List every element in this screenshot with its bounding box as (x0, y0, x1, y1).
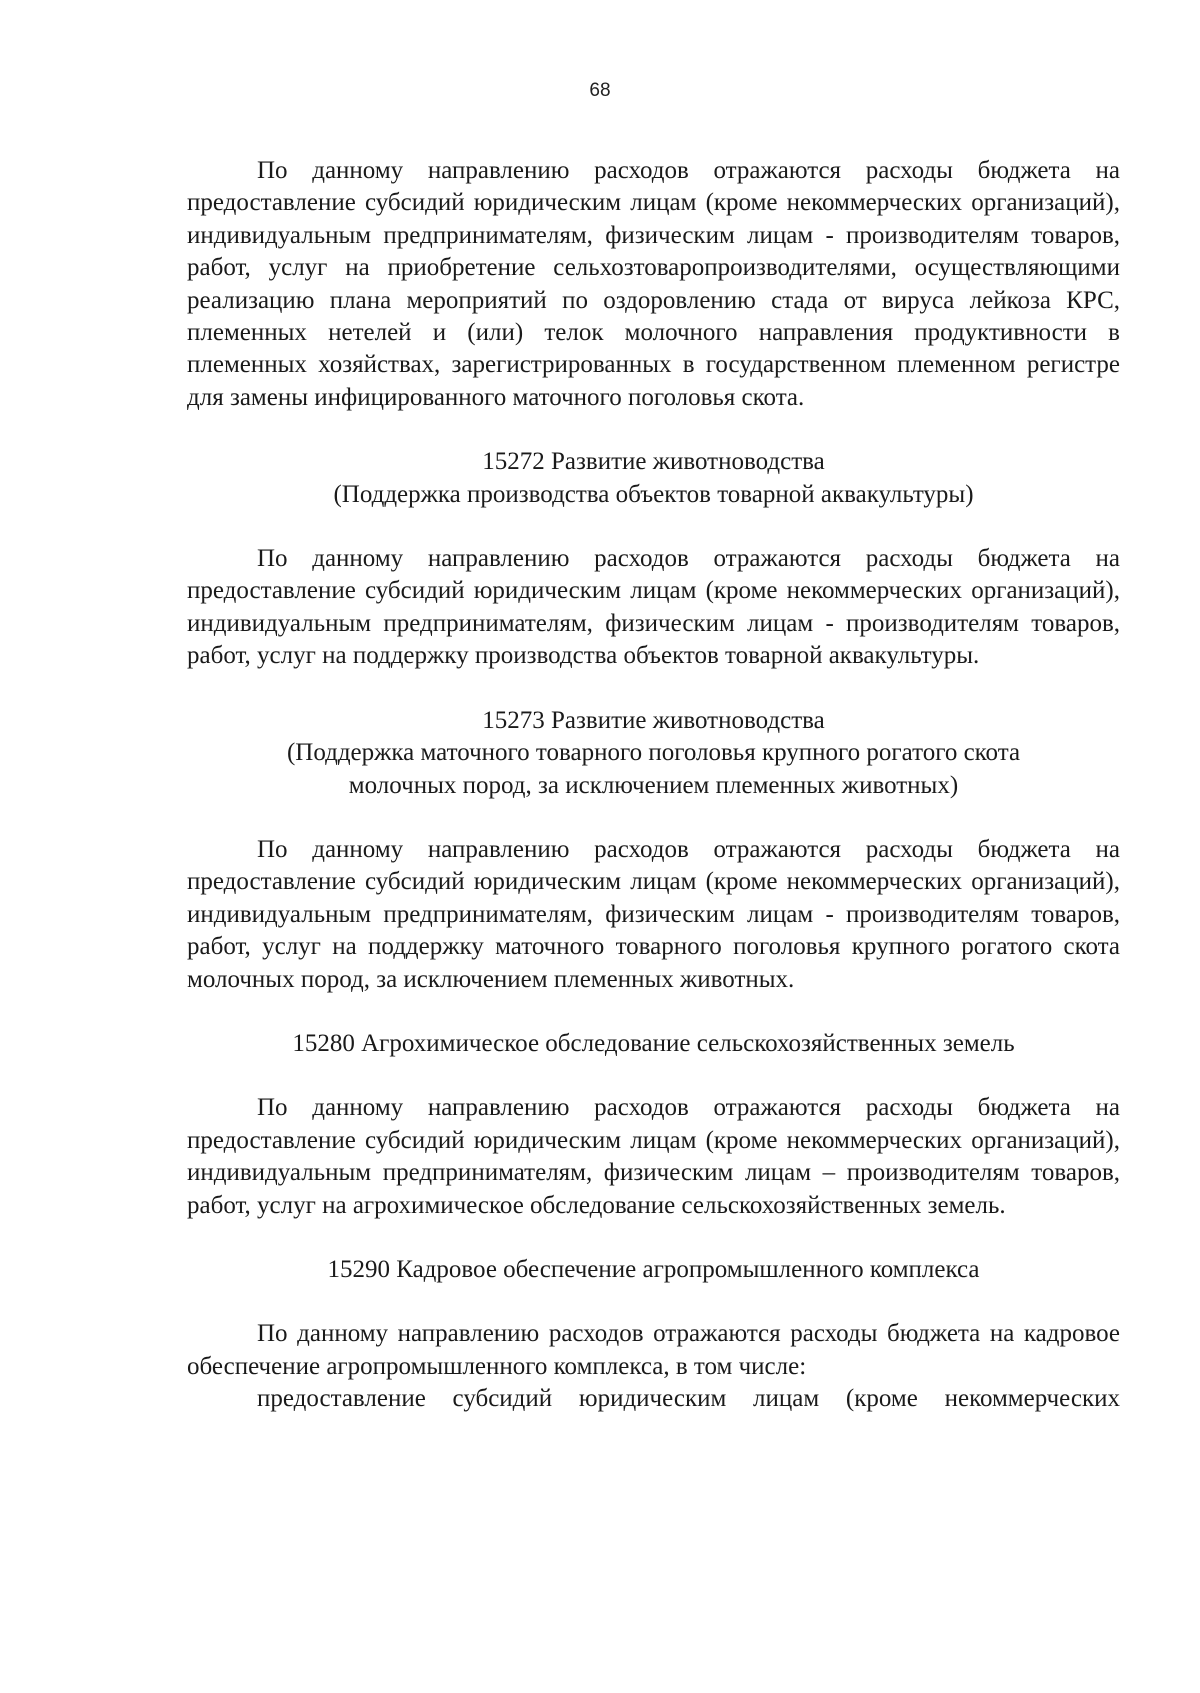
top-spacer (187, 0, 1120, 155)
page-number: 68 (589, 80, 611, 101)
heading-line: (Поддержка маточного товарного поголовья крупного рогатого скота (286, 739, 1021, 767)
paragraph-dairy-cattle: По данному направлению расходов отражаются расходы бюджета на предоставление субсидий юридическим лицам (кроме некоммерческих организаций), индивидуальным предпринимателям, физическим лицам - производителям товаров, работ, услуг на поддержку маточного товарного поголовья крупного рогатого скота молочных пород, за исключением племенных животных. (187, 835, 1120, 993)
heading-line: 15273 Развитие животноводства (482, 706, 825, 734)
paragraph-lejkoz-subsidies: По данному направлению расходов отражаются расходы бюджета на предоставление субсидий юридическим лицам (кроме некоммерческих организаций), индивидуальным предпринимателям, физическим лицам - производителям товаров, работ, услуг на приобретение сельхозтоваропроизводителями, осуществляющими реализацию плана мероприятий по оздоровлению стада от вируса лейкоза КРС, племенных нетелей и (или) телок молочного направления продуктивности в племенных хозяйствах, зарегистрированных в государственном племенном регистре для замены инфицированного маточного поголовья скота. (187, 157, 1120, 411)
heading-line: молочных пород, за исключением племенных животных) (348, 771, 959, 799)
paragraph-agrochemical: По данному направлению расходов отражаются расходы бюджета на предоставление субсидий юридическим лицам (кроме некоммерческих организаций), индивидуальным предпринимателям, физическим лицам – производителям товаров, работ, услуг на агрохимическое обследование сельскохозяйственных земель. (187, 1094, 1120, 1219)
paragraph-aquaculture: По данному направлению расходов отражаются расходы бюджета на предоставление субсидий юридическим лицам (кроме некоммерческих организаций), индивидуальным предпринимателям, физическим лицам - производителям товаров, работ, услуг на поддержку производства объектов товарной аквакультуры. (187, 545, 1120, 670)
spacer (187, 996, 1120, 1028)
document-page (187, 0, 1120, 1416)
section-heading-15290 (187, 1254, 1120, 1286)
paragraph-subsidies-continued: предоставление субсидий юридическим лицам (кроме некоммерческих (257, 1385, 1120, 1413)
spacer (187, 414, 1120, 446)
section-heading-15280 (187, 1028, 1120, 1060)
section-heading-15272 (187, 446, 1120, 511)
heading-line: 15272 Развитие животноводства (482, 448, 825, 476)
spacer (187, 1286, 1120, 1318)
spacer (187, 802, 1120, 834)
spacer (187, 673, 1120, 705)
heading-line: 15290 Кадровое обеспечение агропромышленного комплекса (327, 1255, 980, 1283)
paragraph-personnel: По данному направлению расходов отражаются расходы бюджета на кадровое обеспечение агропромышленного комплекса, в том числе: (187, 1320, 1120, 1380)
spacer (187, 1222, 1120, 1254)
heading-line: 15280 Агрохимическое обследование сельскохозяйственных земель (292, 1029, 1015, 1057)
section-heading-15273 (187, 705, 1120, 802)
heading-line: (Поддержка производства объектов товарной аквакультуры) (333, 480, 974, 508)
spacer (187, 511, 1120, 543)
spacer (187, 1060, 1120, 1092)
